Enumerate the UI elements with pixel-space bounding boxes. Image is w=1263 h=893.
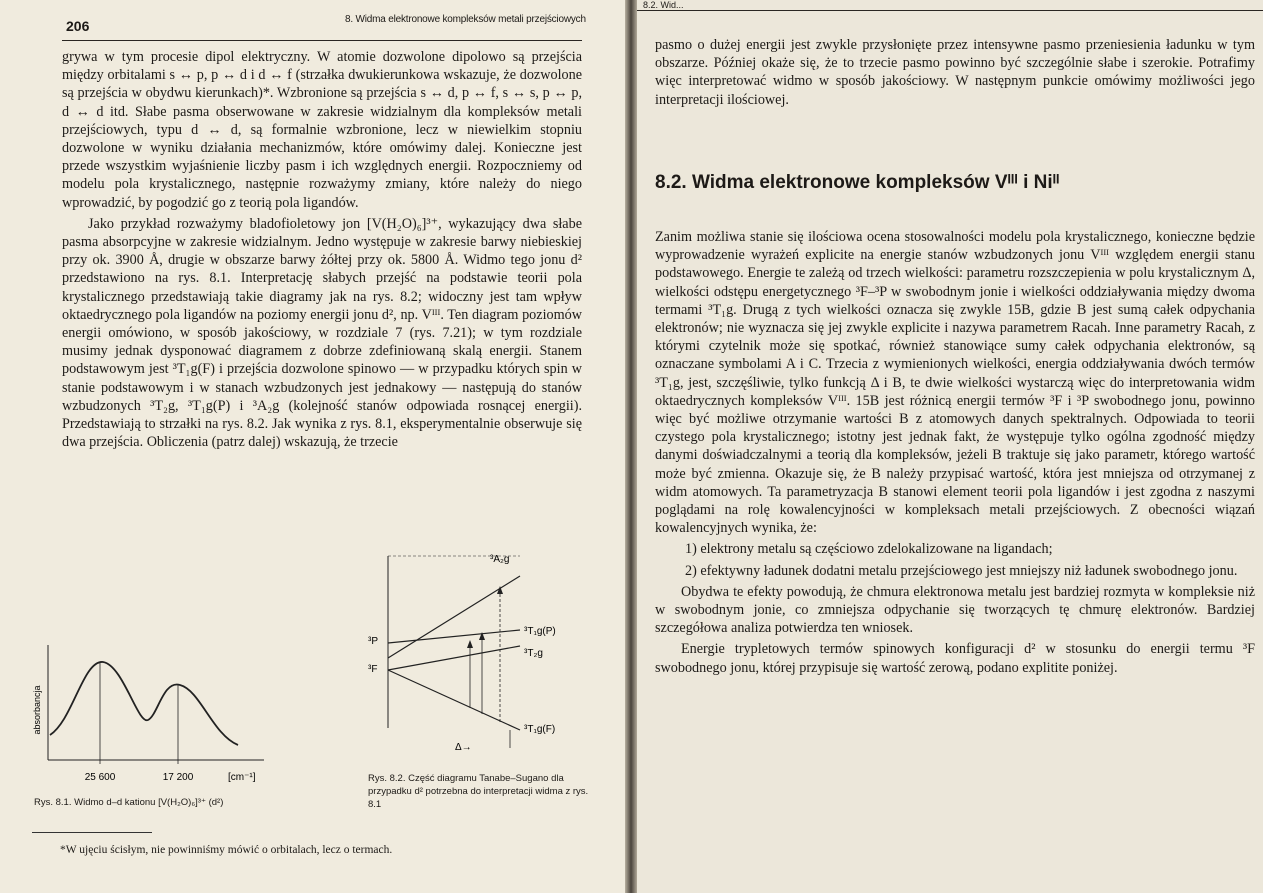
paragraph: Jako przykład rozważymy bladofioletowy jon [V(H₂O)₆]³⁺, wykazujący dwa słabe pasma absorpcyjne w zakresie widzialnym. Jedno występuje w zakresie barwy niebieskiej przy ok. 3900 Å, drugie w obszarze barwy żółtej przy ok. 5800 Å. Widmo tego jonu d² przedstawiono na rys. 8.1. Interpretację słabych przejść na podstawie teorii pola krystalicznego przedstawiają takie diagramy jak na rys. 8.2; widoczny jest tam wpływ oktaedrycznego pola ligandów na poziomy energii jonu d², np. Vᴵᴵᴵ. Ten diagram poziomów energii omówiono, w sposób jakościowy, w rozdziale 7 (rys. 7.21); w tym rozdziale musimy jednak dysponować diagramem z dobrze zdefiniowaną skalą energii. Stanem podstawowym jest ³T₁g(F) i przejścia dozwolone spinowo — w przypadku których spin w stanie podstawowym i w stanach wzbudzonych jest jednakowy — następują do stanów wzbudzonych ³T₂g, ³T₁g(P) i ³A₂g (kolejność stanów odpowiada rosnącej energii). Przedstawiają to strzałki na rys. 8.2. Jak wynika z rys. 8.1, eksperymentalnie obserwuje się dwa przejścia. Obliczenia (patrz dalej) wskazują, że trzecie <box>62 215 582 451</box>
paragraph: Zanim możliwa stanie się ilościowa ocena stosowalności modelu pola krystalicznego, konieczne będzie wyprowadzenie wyrażeń explicite na energie stanów wzbudzonych jonu Vᴵᴵᴵ względem energii stanu podstawowego. Energie te zależą od trzech wielkości: parametru rozszczepienia w polu krystalicznym Δ, wielkości odstępu energetycznego ³F–³P w swobodnym jonie i wielkości oddziaływania między dwoma termami ³T₁g. Drugą z tych wielkości oznacza się zwykle 15B, gdzie B jest sumą całek odpychania elektronów; nie wyznacza się jej zwykle explicite i nazywa parametrem Racah. Inne parametry Racah, z którymi czytelnik może się spotkać, również stanowiące sumy całek odpychania elektronów, są oznaczane symbolami A i C. Trzecia z wymienionych wielkości, energia oddziaływania dwóch termów ³T₁g, jest, szczęśliwie, tylko funkcją Δ i B, te dwie wielkości wystarczą więc do interpretowania widm oktaedrycznych kompleksów Vᴵᴵᴵ. 15B jest różnicą energii termów ³F i ³P swobodnego jonu, powinno więc być możliwe otrzymanie wartości B z atomowych danych spektralnych. Odpowiada to teorii czystego pola krystalicznego; istotny jest jednak fakt, że występuje tylko ogólna zgodność między danymi doświadczalnymi a teorią dla kompleksów, jeżeli B traktuje się jako parametr, którego wartość może być zmienna. Okazuje się, że B należy przypisać wartość, która jest mniejsza od otrzymanej z widm atomowych. Ta parametryzacja B stanowi element teorii pola ligandów i jest zgodna z naszymi poglądami na rolę kowalencyjności w kompleksach metali przejściowych. Z obecności wiązań kowalencyjnych wynika, że: <box>655 229 1255 537</box>
figure-8-1 <box>28 640 268 790</box>
label-3T2g: ³T₂g <box>524 648 543 659</box>
left-page <box>0 0 625 893</box>
label-3F: ³F <box>368 664 378 675</box>
page-number: 206 <box>66 18 90 34</box>
label-3T1gP: ³T₁g(P) <box>524 626 556 637</box>
y-axis-label: absorbancja <box>32 685 42 735</box>
x-unit-label: [cm⁻¹] <box>228 772 256 783</box>
figure-8-2 <box>360 548 590 763</box>
absorbance-curve <box>50 662 238 745</box>
right-body-text <box>655 228 1255 680</box>
header-rule <box>637 10 1263 11</box>
list-item: 1) elektrony metalu są częściowo zdelokalizowane na ligandach; <box>685 541 1053 558</box>
footnote: *W ujęciu ścisłym, nie powinniśmy mówić o orbitalach, lecz o termach. <box>60 844 393 856</box>
paragraph: grywa w tym procesie dipol elektryczny. W atomie dozwolone dipolowo są przejścia między orbitalami s ↔ p, p ↔ d i d ↔ f (strzałka dwukierunkowa wskazuje, że dozwolone są przejścia w obydwu kierunkach)*. Wzbronione są przejścia s ↔ d, p ↔ f, s ↔ s, p ↔ p, d ↔ d itd. Słabe pasma obserwowane w zakresie widzialnym dla kompleksów metali przejściowych, typu d ↔ d, są formalnie wzbronione, lecz w niewielkim stopniu dozwolone w wyniku działania mechanizmów, które omówimy dalej. Konieczne jest przede wszystkim wyjaśnienie liczby pasm i ich względnych energii. Rozpoczniemy od modelu pola krystalicznego, następnie rozważymy zmiany, które należy do niego wprowadzić, by pogodzić go z teorią pola ligandów. <box>62 49 582 211</box>
footnote-rule <box>32 832 152 833</box>
spectrum-plot <box>28 640 268 790</box>
x-tick-label: 17 200 <box>162 772 194 783</box>
right-page <box>637 0 1263 893</box>
label-3T1gF: ³T₁g(F) <box>524 724 556 735</box>
running-head: 8. Widma elektronowe kompleksów metali przejściowych <box>345 14 586 25</box>
left-body-text <box>62 48 582 454</box>
tanabe-sugano-diagram <box>360 548 590 763</box>
paragraph: Energie trypletowych termów spinowych konfiguracji d² w stosunku do energii termu ³F swobodnego jonu, której przypisuje się wartość zerową, podano explitite poniżej. <box>655 641 1255 676</box>
label-3A2g: ³A₂g <box>490 554 510 565</box>
right-top-text <box>655 36 1255 112</box>
paragraph: Obydwa te efekty powodują, że chmura elektronowa metalu jest bardziej rozmyta w kompleksie niż w swobodnym jonie, co zmniejsza odpychanie się tworzących tę chmurę elektronów. Bardziej szczegółowa analiza potwierdza ten wniosek. <box>655 583 1255 637</box>
figure-8-1-caption: Rys. 8.1. Widmo d–d kationu [V(H₂O)₆]³⁺ (d²) <box>34 797 224 808</box>
delta-axis-label: Δ→ <box>455 742 472 753</box>
running-head: 8.2. Wid... <box>643 0 684 10</box>
book-gutter <box>625 0 637 893</box>
arrow-head <box>467 640 473 648</box>
header-rule <box>62 40 582 41</box>
paragraph: pasmo o dużej energii jest zwykle przysłonięte przez intensywne pasmo przeniesienia ładunku w tym obszarze. Później okaże się, że to trzecie pasmo powinno być szczególnie słabe i szerokie. Potrafimy więc interpretować widmo w sposób jakościowy. W następnym punkcie omówimy możliwości jego interpretacji ilościowej. <box>655 37 1255 108</box>
list-item: 2) efektywny ładunek dodatni metalu przejściowego jest mniejszy niż ładunek swobodnego jonu. <box>685 562 1238 579</box>
label-3P: ³P <box>368 636 378 647</box>
figure-8-2-caption: Rys. 8.2. Część diagramu Tanabe–Sugano dla przypadku d² potrzebna do interpretacji widma z rys. 8.1 <box>368 773 589 810</box>
section-heading: 8.2. Widma elektronowe kompleksów Vᴵᴵᴵ i Niᴵᴵ <box>655 172 1060 193</box>
x-tick-label: 25 600 <box>84 772 116 783</box>
